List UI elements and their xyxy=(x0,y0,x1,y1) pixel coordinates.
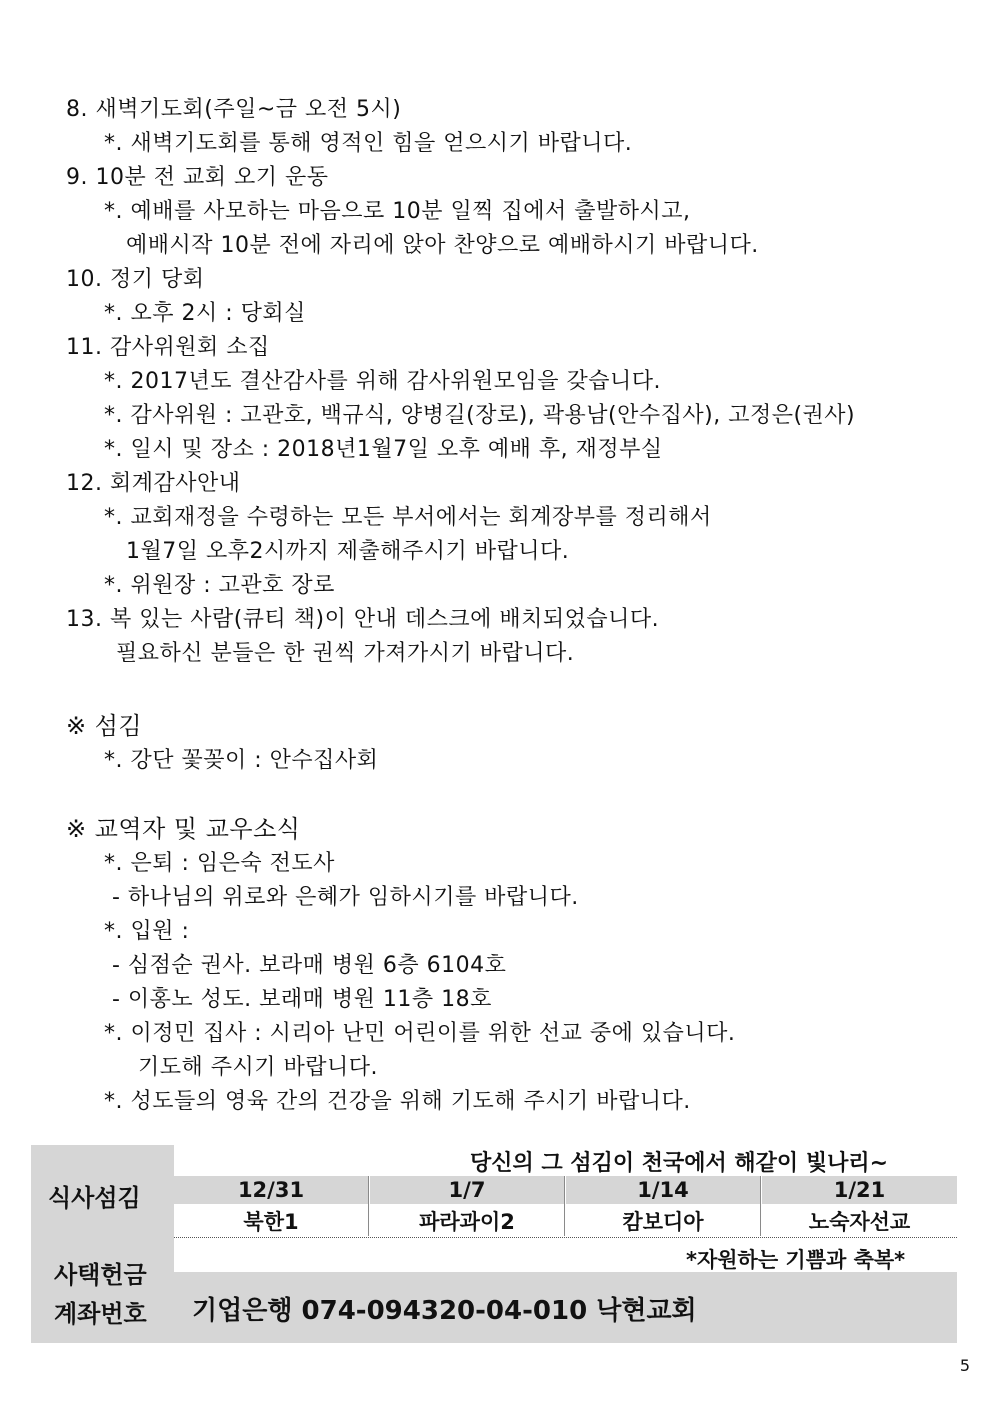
service-detail: *. 강단 꽃꽂이 : 안수집사회 xyxy=(104,748,379,773)
meal-service-label: 식사섬김 xyxy=(48,1184,141,1212)
date-cell: 1/7 xyxy=(370,1176,564,1204)
team-cell: 노숙자선교 xyxy=(808,1210,911,1234)
service-section-heading: ※ 섬김 xyxy=(66,712,143,740)
team-cell: 파라과이2 xyxy=(419,1210,515,1234)
date-cell: 1/14 xyxy=(566,1176,760,1204)
news-hospital: *. 입원 : xyxy=(104,919,190,944)
bank-account: 기업은행 074-094320-04-010 낙현교회 xyxy=(192,1296,697,1326)
column-divider xyxy=(760,1176,761,1236)
item-11-detail-3: *. 일시 및 장소 : 2018년1월7일 오후 예배 후, 재정부실 xyxy=(104,437,663,462)
news-retirement-note: - 하나님의 위로와 은혜가 임하시기를 바랍니다. xyxy=(112,885,579,910)
news-prayer: *. 성도들의 영육 간의 건강을 위해 기도해 주시기 바랍니다. xyxy=(104,1089,691,1114)
date-cell: 1/21 xyxy=(762,1176,957,1204)
account-label: 계좌번호 xyxy=(54,1300,147,1328)
column-divider xyxy=(368,1176,369,1236)
item-9-heading: 9. 10분 전 교회 오기 운동 xyxy=(66,165,329,190)
item-9-detail-cont: 예배시작 10분 전에 자리에 앉아 찬양으로 예배하시기 바랍니다. xyxy=(126,233,759,258)
item-13-detail: 필요하신 분들은 한 권씩 가져가시기 바랍니다. xyxy=(116,641,575,666)
item-11-heading: 11. 감사위원회 소집 xyxy=(66,335,270,360)
news-section-heading: ※ 교역자 및 교우소식 xyxy=(66,815,301,843)
item-9-detail: *. 예배를 사모하는 마음으로 10분 일찍 집에서 출발하시고, xyxy=(104,199,691,224)
page-number: 5 xyxy=(959,1356,970,1375)
item-11-detail-1: *. 2017년도 결산감사를 위해 감사위원모임을 갖습니다. xyxy=(104,369,661,394)
item-11-detail-2: *. 감사위원 : 고관호, 백규식, 양병길(장로), 곽용남(안수집사), 고정은(권사) xyxy=(104,403,856,428)
column-divider xyxy=(564,1176,565,1236)
team-cell: 북한1 xyxy=(243,1210,299,1234)
date-cell: 12/31 xyxy=(174,1176,368,1204)
news-hospital-2: - 이홍노 성도. 보래매 병원 11층 18호 xyxy=(112,987,492,1012)
team-cell: 캄보디아 xyxy=(622,1210,704,1234)
news-retirement: *. 은퇴 : 임은숙 전도사 xyxy=(104,851,335,876)
news-hospital-1: - 심점순 권사. 보라매 병원 6층 6104호 xyxy=(112,953,507,978)
item-8-detail: *. 새벽기도회를 통해 영적인 힘을 얻으시기 바랍니다. xyxy=(104,131,633,156)
news-mission: *. 이정민 집사 : 시리아 난민 어린이를 위한 선교 중에 있습니다. xyxy=(104,1021,736,1046)
news-mission-cont: 기도해 주시기 바랍니다. xyxy=(138,1055,379,1080)
offering-label: 사택헌금 xyxy=(54,1261,147,1289)
item-10-heading: 10. 정기 당회 xyxy=(66,267,205,292)
slogan: 당신의 그 섬김이 천국에서 해같이 빛나리~ xyxy=(470,1151,889,1176)
item-12-detail-1-cont: 1월7일 오후2시까지 제출해주시기 바랍니다. xyxy=(126,539,570,564)
row-divider xyxy=(174,1237,957,1238)
offering-note: *자원하는 기쁨과 축복* xyxy=(686,1248,906,1272)
item-12-detail-2: *. 위원장 : 고관호 장로 xyxy=(104,573,335,598)
item-12-heading: 12. 회계감사안내 xyxy=(66,471,241,496)
item-12-detail-1: *. 교회재정을 수령하는 모든 부서에서는 회계장부를 정리해서 xyxy=(104,505,712,530)
item-8-heading: 8. 새벽기도회(주일~금 오전 5시) xyxy=(66,97,402,122)
item-13-heading: 13. 복 있는 사람(큐티 책)이 안내 데스크에 배치되었습니다. xyxy=(66,607,660,632)
item-10-detail: *. 오후 2시 : 당회실 xyxy=(104,301,306,326)
